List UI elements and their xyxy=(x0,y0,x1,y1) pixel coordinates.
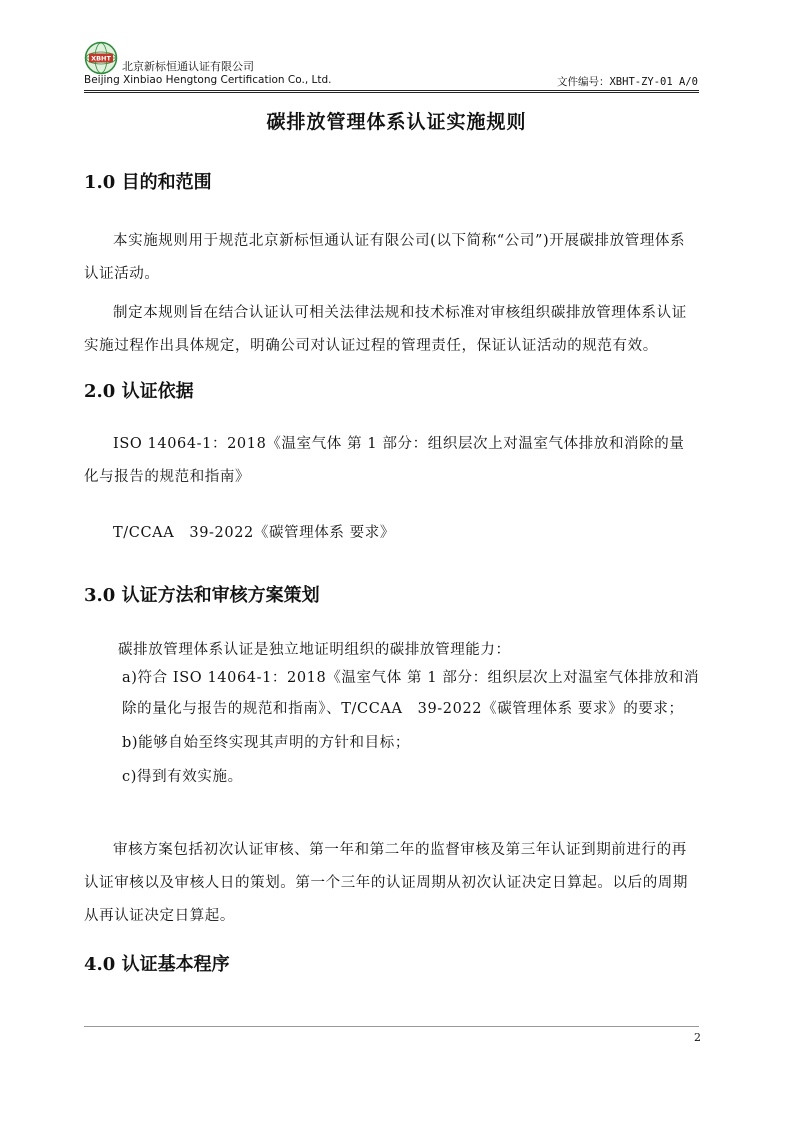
document-title: 碳排放管理体系认证实施规则 xyxy=(266,111,527,133)
company-logo-icon xyxy=(84,41,118,75)
document-number: 文件编号：XBHT-ZY-01 A/0 xyxy=(556,76,698,88)
reference-item: T/CCAA 39-2022《碳管理体系 要求》 xyxy=(113,525,395,541)
section-heading-1: 1.0 目的和范围 xyxy=(84,172,212,193)
section-3-closing xyxy=(84,834,699,933)
list-item: c)得到有效实施。 xyxy=(122,769,243,785)
paragraph: 制定本规则旨在结合认证认可相关法律法规和技术标准对审核组织碳排放管理体系认证实施过程作出具体规定，明确公司对认证过程的管理责任，保证认证活动的规范有效。 xyxy=(84,305,687,354)
list-item: a)符合 ISO 14064-1：2018《温室气体 第 1 部分：组织层次上对温室气体排放和消除的量化与报告的规范和指南》、T/CCAA 39-2022《碳管理体系 要求》的要求； xyxy=(122,670,700,717)
page-number: 2 xyxy=(694,1031,701,1044)
requirement-list xyxy=(122,663,702,796)
company-name-cn: 北京新标恒通认证有限公司 xyxy=(122,60,254,73)
footer-divider xyxy=(84,1026,699,1027)
paragraph: 本实施规则用于规范北京新标恒通认证有限公司(以下简称“公司”)开展碳排放管理体系认证活动。 xyxy=(84,233,686,282)
reference-item: ISO 14064-1：2018《温室气体 第 1 部分：组织层次上对温室气体排放和消除的量化与报告的规范和指南》 xyxy=(84,436,685,485)
section-heading-3: 3.0 认证方法和审核方案策划 xyxy=(84,585,320,606)
list-item: b)能够自始至终实现其声明的方针和目标； xyxy=(122,735,410,751)
logo-text: XBHT xyxy=(91,54,111,63)
section-3-intro: 碳排放管理体系认证是独立地证明组织的碳排放管理能力： xyxy=(118,642,511,658)
company-name-en: Beijing Xinbiao Hengtong Certification Co., Ltd. xyxy=(84,74,332,86)
section-1-body xyxy=(84,225,699,363)
header-divider xyxy=(84,90,699,93)
paragraph: 审核方案包括初次认证审核、第一年和第二年的监督审核及第三年认证到期前进行的再认证审核以及审核人日的策划。第一个三年的认证周期从初次认证决定日算起。以后的周期从再认证决定日算起。 xyxy=(84,842,688,924)
section-heading-2: 2.0 认证依据 xyxy=(84,381,194,402)
section-heading-4: 4.0 认证基本程序 xyxy=(84,954,230,975)
